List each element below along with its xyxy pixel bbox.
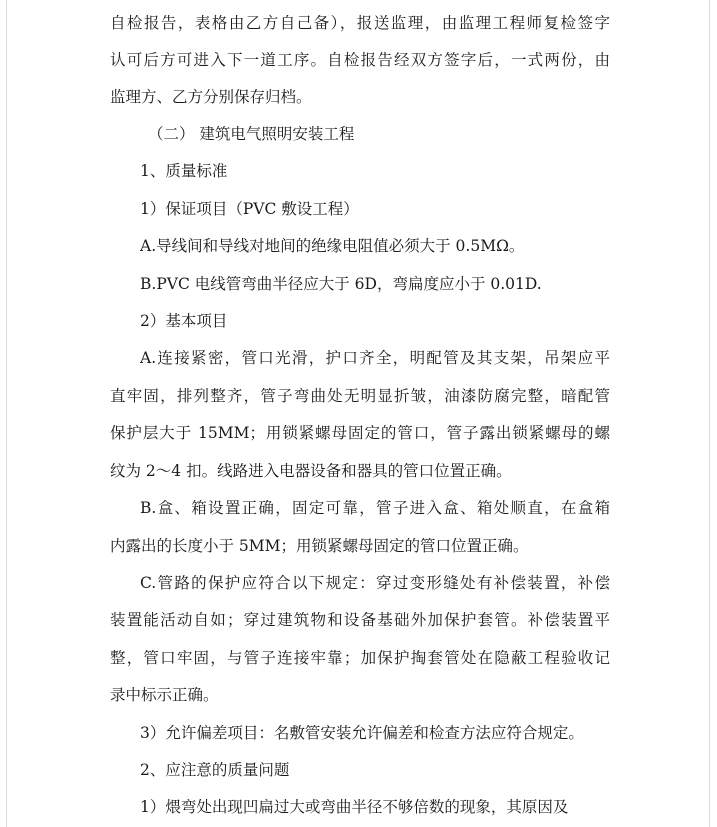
text-line: 整，管口牢固，与管子连接牢靠；加保护掏套管处在隐蔽工程验收记 [110,649,610,667]
section-heading: （二） 建筑电气照明安装工程 [148,125,355,143]
text-line: 认可后方可进入下一道工序。自检报告经双方签字后，一式两份，由 [110,51,610,69]
subheading: 1、质量标准 [140,162,228,180]
text-line: 内露出的长度小于 5MM；用锁紧螺母固定的管口位置正确。 [110,537,529,555]
text-line: 保护层大于 15MM；用锁紧螺母固定的管口，管子露出锁紧螺母的螺 [110,424,610,442]
text-line: 3）允许偏差项目：名敷管安装允许偏差和检查方法应符合规定。 [140,724,584,742]
subheading: 2）基本项目 [140,312,228,330]
text-line: A.连接紧密，管口光滑，护口齐全，明配管及其支架，吊架应平 [140,349,610,367]
page-left-edge [6,0,7,827]
text-line: 监理方、乙方分别保存归档。 [110,88,312,106]
text-line: 装置能活动自如；穿过建筑物和设备基础外加保护套管。补偿装置平 [110,611,610,629]
text-line: B.PVC 电线管弯曲半径应大于 6D，弯扁度应小于 0.01D. [140,275,542,293]
page-right-edge [709,0,710,827]
text-line: 纹为 2～4 扣。线路进入电器设备和器具的管口位置正确。 [110,462,512,480]
text-line: 自检报告，表格由乙方自己备），报送监理，由监理工程师复检签字 [110,14,610,32]
text-line: 直牢固，排列整齐，管子弯曲处无明显折皱，油漆防腐完整，暗配管 [110,387,610,405]
text-line: 录中标示正确。 [110,686,219,704]
text-line: C.管路的保护应符合以下规定：穿过变形缝处有补偿装置，补偿 [140,574,610,592]
subheading: 2、应注意的质量问题 [140,761,290,779]
text-line: B.盒、箱设置正确，固定可靠，管子进入盒、箱处顺直，在盒箱 [140,499,610,517]
subheading: 1）保证项目（PVC 敷设工程） [140,200,359,218]
text-line: A.导线间和导线对地间的绝缘电阻值必须大于 0.5MΩ。 [140,237,525,255]
text-line: 1）煨弯处出现凹扁过大或弯曲半径不够倍数的现象，其原因及 [140,798,569,816]
